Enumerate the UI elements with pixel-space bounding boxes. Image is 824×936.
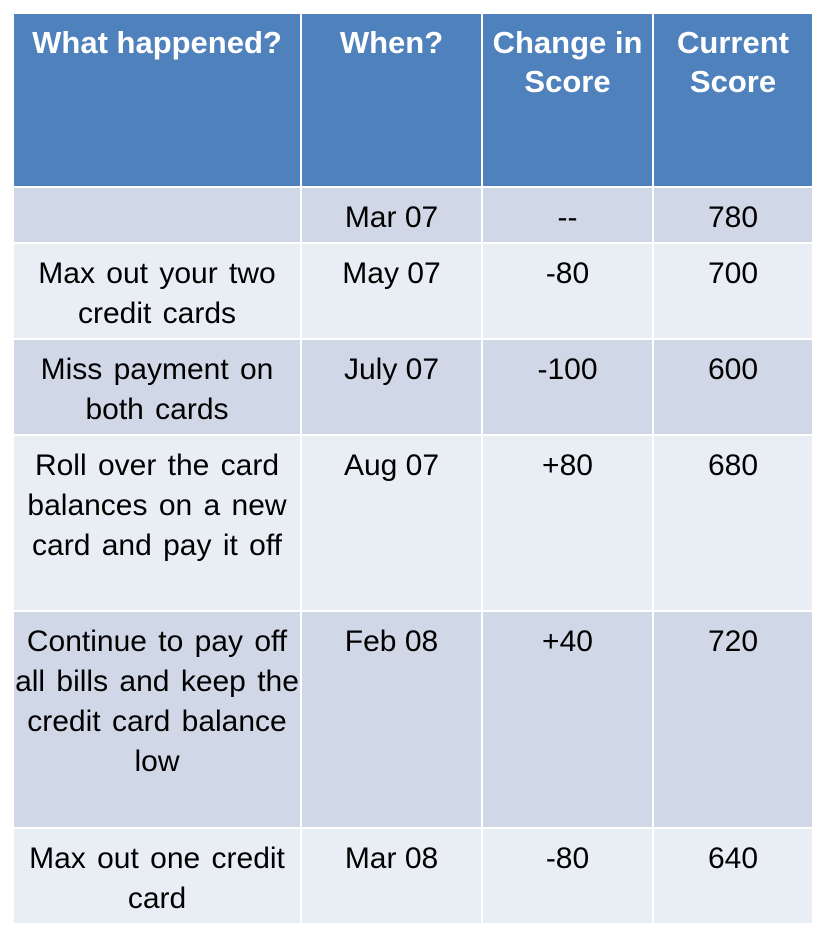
cell-change-in-score: +40: [482, 611, 653, 828]
cell-change-in-score: -80: [482, 243, 653, 339]
header-what-happened: What happened?: [13, 13, 301, 187]
credit-score-table: [12, 12, 814, 925]
cell-change-in-score: -100: [482, 339, 653, 435]
cell-when: Aug 07: [301, 435, 482, 611]
cell-current-score: 640: [653, 828, 813, 924]
cell-what-happened: Continue to pay off all bills and keep the credit card balance low: [13, 611, 301, 828]
header-row: [13, 13, 813, 187]
cell-when: Feb 08: [301, 611, 482, 828]
table-row: [13, 828, 813, 924]
table-row: [13, 339, 813, 435]
cell-when: May 07: [301, 243, 482, 339]
cell-current-score: 700: [653, 243, 813, 339]
table-row: [13, 187, 813, 243]
cell-when: Mar 07: [301, 187, 482, 243]
cell-what-happened: Max out one credit card: [13, 828, 301, 924]
cell-when: July 07: [301, 339, 482, 435]
header-current-score: Current Score: [653, 13, 813, 187]
cell-current-score: 720: [653, 611, 813, 828]
cell-change-in-score: +80: [482, 435, 653, 611]
cell-what-happened: Roll over the card balances on a new card and pay it off: [13, 435, 301, 611]
cell-current-score: 680: [653, 435, 813, 611]
cell-change-in-score: --: [482, 187, 653, 243]
table-row: [13, 611, 813, 828]
cell-current-score: 600: [653, 339, 813, 435]
table-row: [13, 435, 813, 611]
header-change-in-score: Change in Score: [482, 13, 653, 187]
cell-current-score: 780: [653, 187, 813, 243]
cell-what-happened: Max out your two credit cards: [13, 243, 301, 339]
cell-when: Mar 08: [301, 828, 482, 924]
table-row: [13, 243, 813, 339]
cell-what-happened: [13, 187, 301, 243]
header-when: When?: [301, 13, 482, 187]
cell-what-happened: Miss payment on both cards: [13, 339, 301, 435]
cell-change-in-score: -80: [482, 828, 653, 924]
